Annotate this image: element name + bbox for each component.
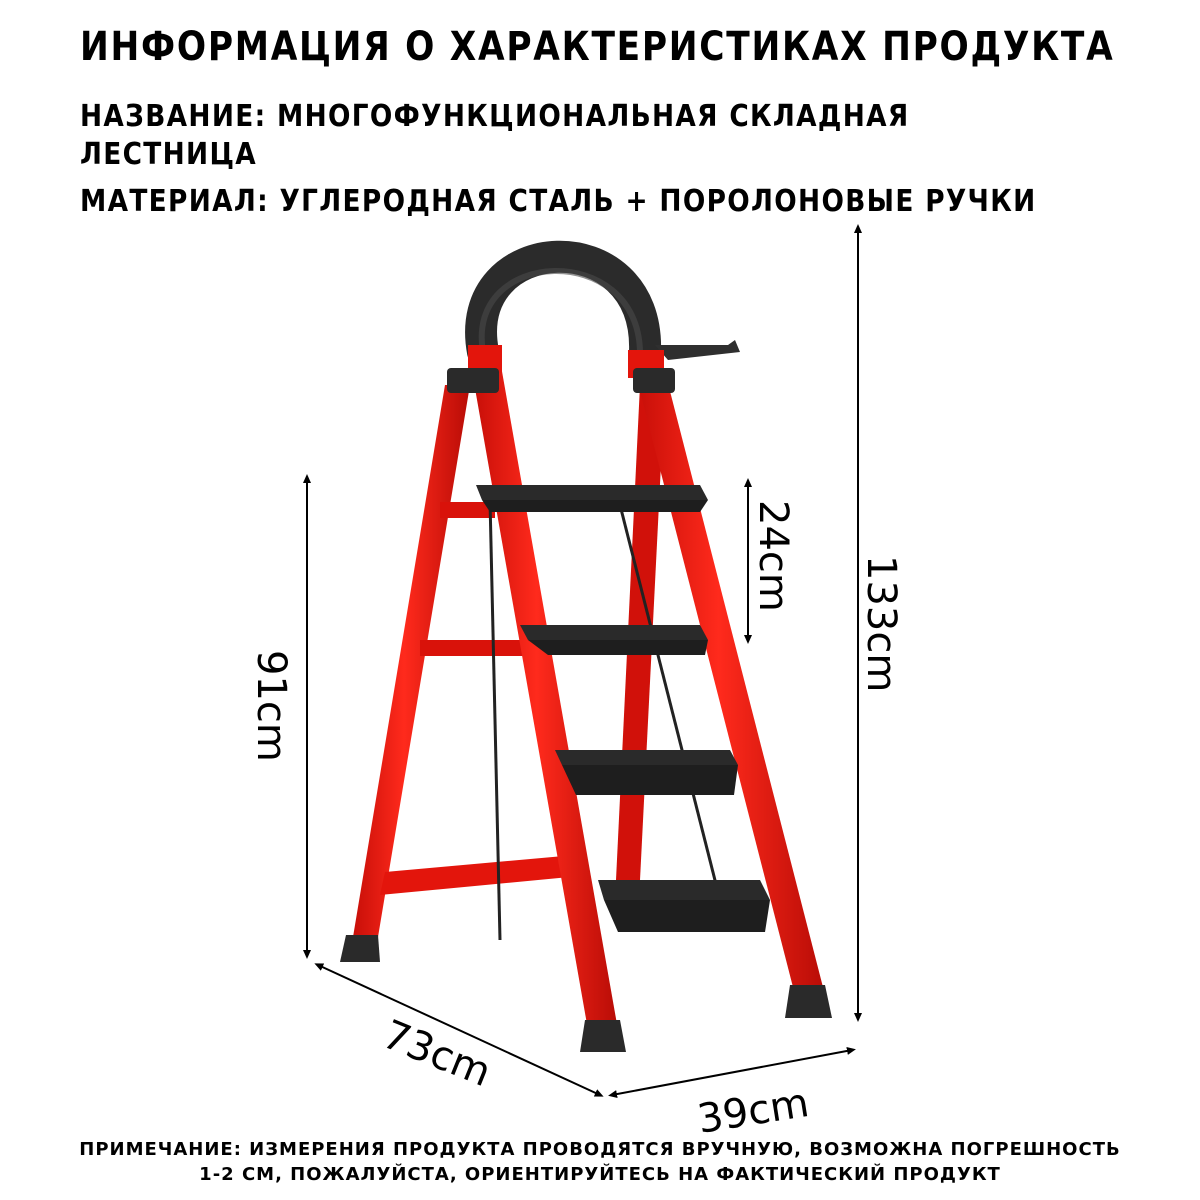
dim-total-height: 133cm	[858, 555, 904, 693]
dim-depth: 73cm	[376, 1011, 498, 1097]
dim-platform-height: 91cm	[248, 650, 294, 762]
product-material: МАТЕРИАЛ: УГЛЕРОДНАЯ СТАЛЬ + ПОРОЛОНОВЫЕ РУЧКИ	[80, 184, 1037, 219]
cap-left	[447, 368, 499, 393]
product-name-line-1: НАЗВАНИЕ: МНОГОФУНКЦИОНАЛЬНАЯ СКЛАДНАЯ	[80, 99, 910, 134]
dim-step-spacing: 24cm	[750, 500, 796, 612]
brace-mid	[420, 640, 530, 656]
page-title: ИНФОРМАЦИЯ О ХАРАКТЕРИСТИКАХ ПРОДУКТА	[80, 24, 1115, 70]
brace-bottom	[380, 855, 580, 895]
measurement-note	[0, 1137, 1200, 1187]
dim-width: 39cm	[694, 1079, 813, 1143]
note-line-1: ПРИМЕЧАНИЕ: ИЗМЕРЕНИЯ ПРОДУКТА ПРОВОДЯТСЯ ВРУЧНУЮ, ВОЗМОЖНА ПОГРЕШНОСТЬ	[79, 1139, 1121, 1160]
cap-right	[633, 368, 675, 393]
tool-tray	[655, 340, 740, 360]
product-name-line-2: ЛЕСТНИЦА	[80, 137, 258, 172]
note-line-2: 1-2 СМ, ПОЖАЛУЙСТА, ОРИЕНТИРУЙТЕСЬ НА ФАКТИЧЕСКИЙ ПРОДУКТ	[199, 1164, 1001, 1185]
